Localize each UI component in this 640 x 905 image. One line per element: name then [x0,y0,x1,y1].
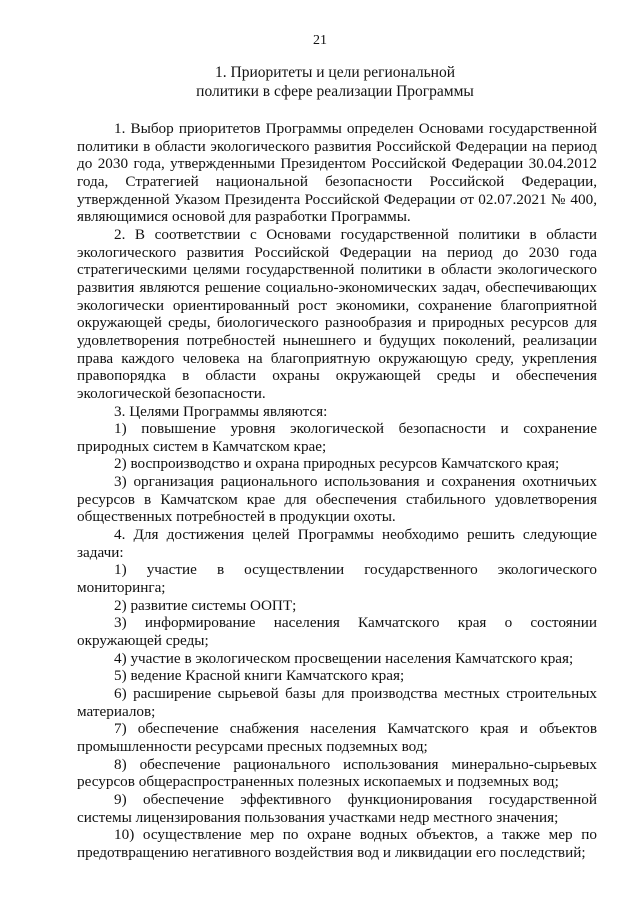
task-item-9: 9) обеспечение эффективного функционирования государственной системы лицензирования пользования участками недр местного значения; [77,790,597,826]
task-item-10: 10) осуществление мер по охране водных объектов, а также мер по предотвращению негативного воздействия вод и ликвидации его последствий; [77,826,597,861]
goal-item-1: 1) повышение уровня экологической безопасности и сохранение природных систем в Камчатском крае; [77,420,597,455]
task-item-6: 6) расширение сырьевой базы для производства местных строительных материалов; [77,685,597,720]
goal-item-2: 2) воспроизводство и охрана природных ресурсов Камчатского края; [114,455,560,473]
section-heading-line-2: политики в сфере реализации Программы [196,83,474,100]
document-body [77,120,597,862]
task-item-4: 4) участие в экологическом просвещении населения Камчатского края; [114,649,574,667]
paragraph-3: 3. Целями Программы являются: [114,402,328,420]
task-item-8: 8) обеспечение рационального использования минерально-сырьевых ресурсов общераспространенных полезных ископаемых и подземных вод; [77,755,597,791]
task-item-3: 3) информирование населения Камчатского края о состоянии окружающей среды; [77,614,597,650]
page-number: 21 [313,33,327,48]
section-heading-line-1: 1. Приоритеты и цели региональной [215,64,455,81]
task-item-7: 7) обеспечение снабжения населения Камчатского края и объектов промышленности ресурсами пресных подземных вод; [77,720,597,755]
paragraph-1: 1. Выбор приоритетов Программы определен Основами государственной политики в области экологического развития Российской Федерации на период до 2030 года, утвержденными Президентом Российской Федерации 30.04.2012 года, Стратегией национальной безопасности Российской Федерации, утвержденной Указом Президента Российской Федерации от 02.07.2021 № 400, являющимися основой для разработки Программы. [77,120,597,226]
goal-item-3: 3) организация рационального использования и сохранения охотничьих ресурсов в Камчатском крае для обеспечения стабильного удовлетворения общественных потребностей в продукции охоты. [77,473,597,526]
paragraph-2: 2. В соответствии с Основами государственной политики в области экологического развития Российской Федерации на период до 2030 года стратегическими целями государственной политики в области экологического развития являются решение социально-экономических задач, обеспечивающих экологически ориентированный рост экономики, сохранение благоприятной окружающей среды, биологического разнообразия и природных ресурсов для удовлетворения потребностей нынешнего и будущих поколений, реализации права каждого человека на благоприятную окружающую среду, укрепления правопорядка в области охраны окружающей среды и обеспечения экологической безопасности. [77,225,597,402]
task-item-5: 5) ведение Красной книги Камчатского края; [114,667,405,685]
task-item-2: 2) развитие системы ООПТ; [114,596,297,614]
section-heading [60,63,610,101]
task-item-1: 1) участие в осуществлении государственного экологического мониторинга; [77,561,597,597]
paragraph-4: 4. Для достижения целей Программы необходимо решить следующие задачи: [77,526,597,561]
